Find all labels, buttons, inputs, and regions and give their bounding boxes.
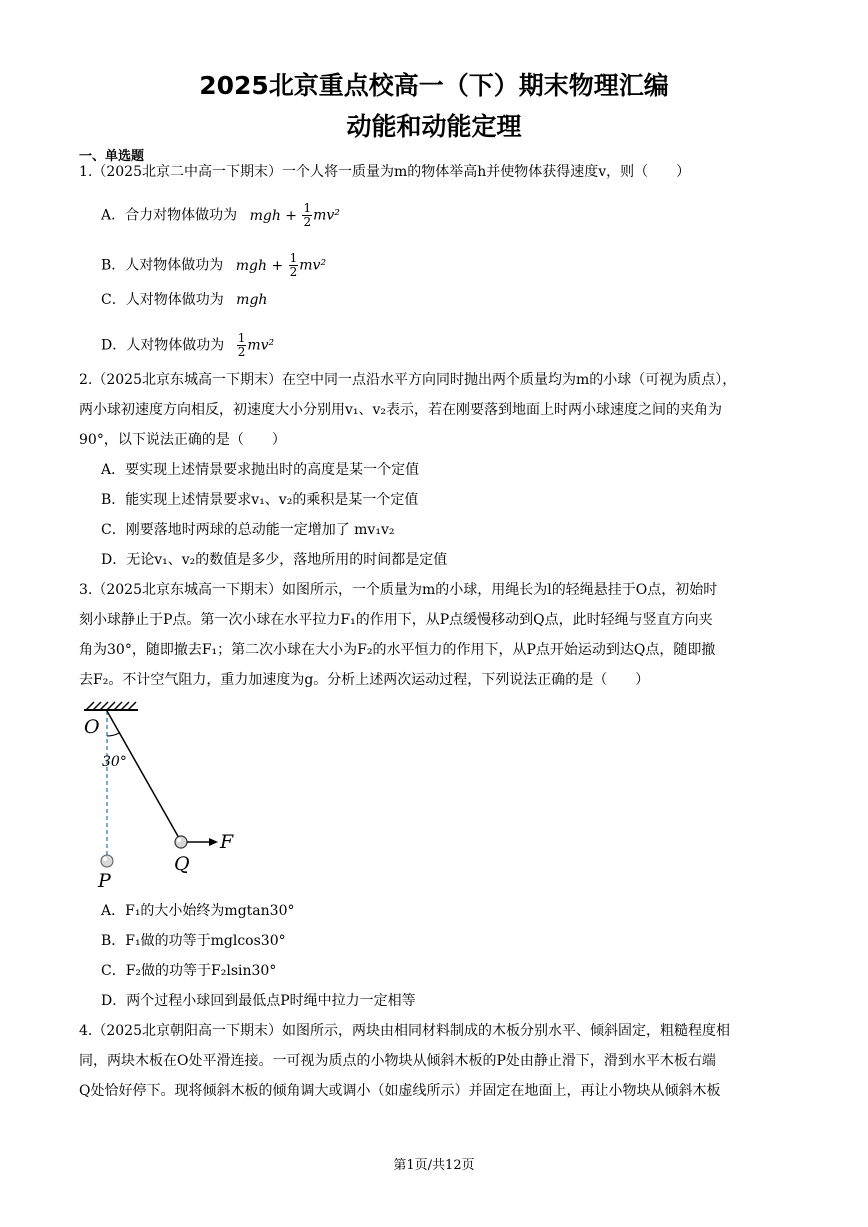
fraction-numerator: 1: [289, 251, 298, 265]
fraction-numerator: 1: [237, 331, 246, 345]
q1-option-b-expr: mgh +: [235, 257, 284, 274]
q2-stem-line2: 两小球初速度方向相反，初速度大小分别用v₁、v₂表示，若在刚要落到地面上时两小球速度之间的夹角为: [79, 402, 723, 418]
force-arrowhead: [209, 838, 218, 846]
fraction-denominator: 2: [303, 215, 312, 229]
q1-option-c-text: C．人对物体做功为: [101, 292, 224, 308]
q4-stem-line1: 4.（2025北京朝阳高一下期末）如图所示，两块由相同材料制成的木板分别水平、倾斜固定，粗糙程度相: [79, 1023, 730, 1039]
q3-option-a: A．F₁的大小始终为mgtan30°: [101, 903, 295, 919]
fraction: [237, 332, 247, 359]
label-o: O: [84, 716, 100, 738]
rope-line: [107, 711, 179, 838]
fraction-denominator: 2: [289, 265, 298, 279]
q1-option-d-text: D．人对物体做功为: [101, 337, 225, 354]
q3-stem-line2: 刻小球静止于P点。第一次小球在水平拉力F₁的作用下，从P点缓慢移动到Q点，此时轻绳与竖直方向夹: [79, 612, 713, 628]
page-subtitle: 动能和动能定理: [346, 112, 522, 141]
q4-stem-line2: 同，两块木板在O处平滑连接。一可视为质点的小物块从倾斜木板的P处由静止滑下，滑到水平木板右端: [79, 1053, 716, 1069]
q3-option-d: D．两个过程小球回到最低点P时绳中拉力一定相等: [101, 993, 416, 1009]
q2-option-b: B．能实现上述情景要求v₁、v₂的乘积是某一个定值: [101, 492, 419, 508]
q1-option-b: [101, 252, 326, 279]
fraction-numerator: 1: [303, 201, 312, 215]
q4-stem-line3: Q处恰好停下。现将倾斜木板的倾角调大或调小（如虚线所示）并固定在地面上，再让小物块从倾斜木板: [79, 1083, 721, 1099]
ceiling-hatch: [86, 702, 136, 710]
q3-option-c: C．F₂做的功等于F₂lsin30°: [101, 963, 277, 979]
q1-option-a-mv2: mv²: [313, 207, 340, 224]
q2-stem-line1: 2.（2025北京东城高一下期末）在空中同一点沿水平方向同时抛出两个质量均为m的小球（可视为质点），: [79, 372, 737, 388]
q1-option-c: [101, 290, 267, 310]
ball-q: [175, 836, 187, 848]
q1-option-a-expr: mgh +: [249, 207, 298, 224]
label-f: F: [220, 831, 234, 853]
q3-stem-line1: 3.（2025北京东城高一下期末）如图所示，一个质量为m的小球，用绳长为l的轻绳悬挂于O点，初始时: [79, 582, 718, 598]
label-q: Q: [174, 853, 190, 875]
angle-arc: [107, 733, 119, 736]
q1-option-d-mv2: mv²: [247, 337, 275, 354]
q1-option-a-text: A．合力对物体做功为: [101, 207, 238, 224]
q2-option-d: D．无论v₁、v₂的数值是多少，落地所用的时间都是定值: [101, 552, 448, 568]
label-p: P: [98, 870, 111, 892]
fraction-denominator: 2: [237, 345, 246, 359]
pendulum-figure: [80, 700, 250, 895]
q3-option-b: B．F₁做的功等于mglcos30°: [101, 933, 286, 949]
fraction: [302, 202, 312, 229]
ball-p: [101, 855, 113, 867]
q1-option-b-text: B．人对物体做功为: [101, 257, 224, 274]
q2-stem-line3: 90°，以下说法正确的是（ ）: [79, 432, 286, 448]
q3-stem-line4: 去F₂。不计空气阻力，重力加速度为g。分析上述两次运动过程，下列说法正确的是（ ）: [79, 672, 650, 688]
q2-option-c: C．刚要落地时两球的总动能一定增加了 mv₁v₂: [101, 522, 395, 538]
label-angle: 30°: [102, 754, 127, 770]
section-heading: 一、单选题: [79, 149, 145, 164]
page-title: 2025北京重点校高一（下）期末物理汇编: [199, 71, 669, 100]
q2-option-a: A．要实现上述情景要求抛出时的高度是某一个定值: [101, 462, 420, 478]
q3-stem-line3: 角为30°，随即撤去F₁；第二次小球在大小为F₂的水平恒力的作用下，从P点开始运动到达Q点，随即撤: [79, 642, 716, 658]
ball-q-highlight: [177, 838, 181, 842]
q1-option-d: [101, 332, 274, 359]
q1-stem: 1.（2025北京二中高一下期末）一个人将一质量为m的物体举高h并使物体获得速度v，则（ ）: [79, 164, 691, 180]
q1-option-c-expr: mgh: [236, 292, 268, 308]
fraction: [289, 252, 299, 279]
ball-p-highlight: [103, 857, 107, 861]
page-footer: 第1页/共12页: [393, 1158, 475, 1173]
q1-option-a: [101, 202, 340, 229]
q1-option-b-mv2: mv²: [299, 257, 327, 274]
